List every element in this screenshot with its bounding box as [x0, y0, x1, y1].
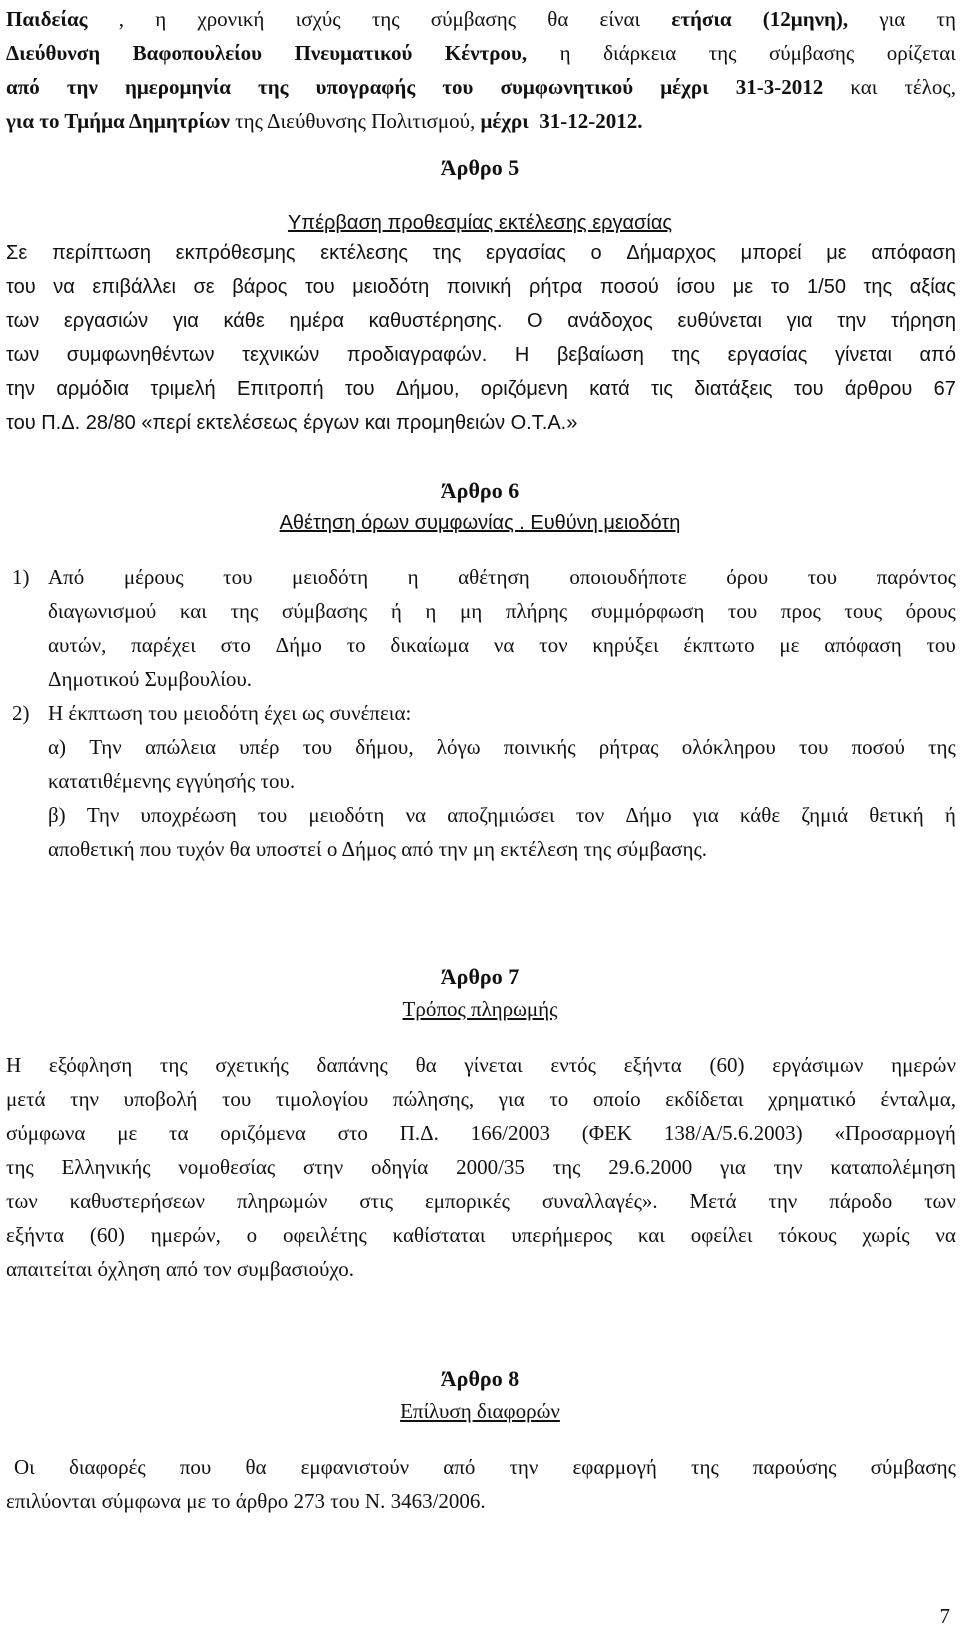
- word: χωρίς: [862, 1223, 910, 1247]
- word: του: [807, 565, 838, 589]
- article7-subtitle: [0, 992, 960, 1026]
- word: γίνεται: [834, 344, 892, 366]
- article7-line-6: [6, 1218, 956, 1252]
- word: καταπολέμηση: [830, 1155, 956, 1179]
- article6-item1-number: 1): [12, 565, 30, 589]
- word: τριμελή: [150, 378, 216, 400]
- word: πληρωμών: [236, 1189, 328, 1213]
- word: την: [768, 1189, 798, 1213]
- word: εντός: [550, 1053, 596, 1077]
- word: οφείλει: [690, 1223, 753, 1247]
- word: μετά: [6, 1087, 46, 1111]
- word: Οι: [14, 1455, 35, 1479]
- article8-heading: Άρθρο 8: [440, 1366, 520, 1391]
- text-run: χρονική: [197, 7, 265, 31]
- text-run: μέχρι: [660, 75, 709, 99]
- text-run: μέχρι 31-12-2012.: [480, 109, 643, 133]
- text-run: της Διεύθυνσης Πολιτισμού,: [229, 109, 481, 133]
- word: Δήμαρχος: [626, 242, 716, 264]
- word: σύμφωνα: [6, 1121, 86, 1145]
- word: το: [770, 276, 790, 298]
- text-run: για: [879, 7, 906, 31]
- word: θα: [245, 1455, 267, 1479]
- word: γίνεται: [464, 1053, 523, 1077]
- word: την: [837, 310, 867, 332]
- text-run: ,: [118, 7, 124, 31]
- text-run: σύμβασης: [430, 7, 517, 31]
- word: ποινική: [446, 276, 512, 298]
- article8-subtitle-text: Επίλυση διαφορών: [400, 1399, 560, 1423]
- word: σχετικής: [215, 1053, 289, 1077]
- word: με: [732, 276, 754, 298]
- word: τα: [169, 1121, 189, 1145]
- word: συναλλαγές».: [541, 1189, 658, 1213]
- word: στο: [220, 633, 251, 657]
- article6-item1-line-3: [48, 628, 956, 662]
- article5-line-3: [6, 304, 956, 338]
- text-run: του: [442, 75, 474, 99]
- word: σε: [193, 276, 215, 298]
- word: επιβάλλει: [92, 276, 176, 298]
- word: Την: [89, 735, 122, 759]
- article5-line-6: του Π.Δ. 28/80 «περί εκτελέσεως έργων και προμηθειών Ο.Τ.Α.»: [6, 412, 578, 434]
- word: δικαίωμα: [390, 633, 470, 657]
- article8-subtitle: [0, 1394, 960, 1428]
- word: ίσου: [676, 276, 716, 298]
- word: τις: [650, 378, 673, 400]
- article7-line-4: [6, 1150, 956, 1184]
- word: της: [432, 242, 462, 264]
- word: λόγω: [436, 735, 481, 759]
- word: την: [773, 1155, 803, 1179]
- word: (60): [89, 1223, 125, 1247]
- word: 1/50: [807, 276, 846, 298]
- word: Από: [48, 565, 85, 589]
- word: το: [549, 1087, 569, 1111]
- word: του: [344, 378, 375, 400]
- word: Δήμου,: [395, 378, 460, 400]
- word: Την: [86, 803, 120, 827]
- word: αποζημιώσει: [447, 803, 555, 827]
- word: κάθε: [223, 310, 265, 332]
- article5-subtitle-text: Υπέρβαση προθεσμίας εκτέλεσης εργασίας: [287, 212, 673, 234]
- word: αθέτηση: [458, 565, 530, 589]
- word: πάροδο: [829, 1189, 893, 1213]
- article6-item2-number: 2): [12, 701, 30, 725]
- word: να: [53, 276, 75, 298]
- word: το: [346, 633, 366, 657]
- word: να: [493, 633, 515, 657]
- word: του: [223, 565, 253, 589]
- word: των: [6, 344, 40, 366]
- word: β): [48, 803, 66, 827]
- text-run: ισχύς: [295, 7, 341, 31]
- word: ημέρα: [289, 310, 345, 332]
- word: της: [671, 344, 701, 366]
- word: όρου: [726, 565, 769, 589]
- text-run: ορίζεται: [886, 41, 956, 65]
- word: νομοθεσίας: [178, 1155, 276, 1179]
- word: για: [786, 310, 813, 332]
- word: α): [48, 735, 66, 759]
- word: Μετά: [689, 1189, 737, 1213]
- word: Ελληνικής: [61, 1155, 151, 1179]
- word: ή: [390, 599, 402, 623]
- article6-item1-line-4: Δημοτικού Συμβουλίου.: [48, 667, 253, 691]
- article6-subtitle: [0, 506, 960, 540]
- word: βεβαίωση: [556, 344, 644, 366]
- word: ο: [246, 1223, 258, 1247]
- page-number: 7: [939, 1604, 950, 1628]
- word: ποσού: [599, 276, 659, 298]
- word: εκτέλεσης: [320, 242, 408, 264]
- word: που: [179, 1455, 212, 1479]
- word: δήμου,: [355, 735, 414, 759]
- article7-line-5: [6, 1184, 956, 1218]
- word: από: [443, 1455, 476, 1479]
- word: τήρηση: [890, 310, 956, 332]
- word: με: [826, 242, 847, 264]
- word: των: [924, 1189, 956, 1213]
- word: οποιουδήποτε: [569, 565, 687, 589]
- word: της: [230, 599, 259, 623]
- text-run: διάρκεια: [603, 41, 677, 65]
- article6-heading: Άρθρο 6: [440, 478, 520, 503]
- article7-line-1: [6, 1048, 956, 1082]
- word: προδιαγραφών.: [346, 344, 488, 366]
- article6-item2-line-3: κατατιθέμενης εγγύησής του.: [48, 769, 296, 793]
- article8-line-2: επιλύονται σύμφωνα με το άρθρο 273 του Ν. 3463/2006.: [6, 1489, 486, 1513]
- word: καθυστέρησης.: [368, 310, 503, 332]
- word: της: [863, 276, 893, 298]
- word: αξίας: [909, 276, 956, 298]
- word: εξήντα: [623, 1053, 682, 1077]
- word: καθίσταται: [392, 1223, 486, 1247]
- word: 29.6.2000: [608, 1155, 693, 1179]
- word: υποβολή: [123, 1087, 198, 1111]
- word: υποχρέωση: [140, 803, 237, 827]
- word: οδηγία: [371, 1155, 429, 1179]
- word: ημερών,: [150, 1223, 221, 1247]
- word: στο: [337, 1121, 368, 1145]
- word: βάρος: [232, 276, 288, 298]
- text-run: (12μηνη),: [762, 7, 849, 31]
- text-run: είναι: [599, 7, 641, 31]
- word: για: [498, 1087, 525, 1111]
- word: διαφορές: [68, 1455, 146, 1479]
- text-run: 31-3-2012: [735, 75, 824, 99]
- word: οριζόμενα: [220, 1121, 306, 1145]
- word: παρέχει: [131, 633, 196, 657]
- word: την: [6, 378, 36, 400]
- intro-line-3: [6, 70, 956, 104]
- word: οριζόμενη: [480, 378, 568, 400]
- word: μειοδότη: [352, 276, 430, 298]
- word: 138/Α/5.6.2003): [663, 1121, 803, 1145]
- word: του: [727, 599, 758, 623]
- word: την: [70, 1087, 100, 1111]
- word: ρήτρα: [528, 276, 583, 298]
- word: του: [926, 633, 956, 657]
- word: αρμόδια: [56, 378, 130, 400]
- word: ποινικής: [503, 735, 576, 759]
- word: παρούσης: [752, 1455, 837, 1479]
- word: Σε: [6, 242, 28, 264]
- word: για: [692, 803, 719, 827]
- word: έκπτωτο: [683, 633, 755, 657]
- word: διαγωνισμού: [48, 599, 157, 623]
- word: της: [159, 1053, 188, 1077]
- text-run: ημερομηνία: [124, 75, 231, 99]
- word: ευθύνεται: [677, 310, 762, 332]
- text-run: της: [258, 75, 289, 99]
- word: τον: [575, 803, 605, 827]
- word: του: [302, 735, 333, 759]
- word: εξήντα: [6, 1223, 65, 1247]
- word: ποσού: [851, 735, 905, 759]
- text-run: η: [559, 41, 571, 65]
- article7-heading: Άρθρο 7: [440, 964, 520, 989]
- word: εκδίδεται: [665, 1087, 744, 1111]
- text-run: θα: [547, 7, 569, 31]
- word: τον: [539, 633, 568, 657]
- word: εφαρμογή: [572, 1455, 657, 1479]
- word: τόκους: [778, 1223, 837, 1247]
- word: μέρους: [123, 565, 184, 589]
- word: χρηματικό: [768, 1087, 856, 1111]
- word: του: [304, 276, 335, 298]
- word: τεχνικών: [242, 344, 320, 366]
- word: δαπάνης: [316, 1053, 388, 1077]
- word: στις: [359, 1189, 394, 1213]
- word: υπερήμερος: [511, 1223, 613, 1247]
- word: προς: [780, 599, 821, 623]
- text-run: Διεύθυνση: [6, 41, 101, 65]
- word: κατά: [589, 378, 630, 400]
- word: στην: [302, 1155, 344, 1179]
- article7-line-2: [6, 1082, 956, 1116]
- word: ανάδοχος: [567, 310, 653, 332]
- word: ολόκληρου: [681, 735, 776, 759]
- article6-subtitle-text: Αθέτηση όρων συμφωνίας . Ευθύνη μειοδότη: [279, 512, 681, 534]
- text-run: συμφωνητικού: [500, 75, 634, 99]
- word: άρθρου: [844, 378, 913, 400]
- word: κάθε: [739, 803, 781, 827]
- text-run: Κέντρου,: [444, 41, 528, 65]
- article5-line-1: [6, 236, 956, 270]
- word: ο: [590, 242, 602, 264]
- article6-item2-line-4: [48, 798, 956, 832]
- word: εργάσιμων: [772, 1053, 864, 1077]
- word: από: [919, 344, 956, 366]
- article5-heading: Άρθρο 5: [440, 155, 520, 180]
- word: εμπορικές: [424, 1189, 510, 1213]
- word: να: [405, 803, 427, 827]
- word: του: [793, 378, 824, 400]
- word: εκπρόθεσμης: [175, 242, 296, 264]
- word: του: [221, 1087, 252, 1111]
- word: διατάξεις: [694, 378, 773, 400]
- word: πώλησης,: [392, 1087, 475, 1111]
- article7-line-7: απαιτείται όχληση από τον συμβασιούχο.: [6, 1257, 355, 1281]
- word: Η: [514, 344, 530, 366]
- word: (60): [709, 1053, 745, 1077]
- text-run: της: [371, 7, 400, 31]
- word: υπέρ: [239, 735, 280, 759]
- word: σύμβασης: [870, 1455, 956, 1479]
- word: συμμόρφωση: [590, 599, 705, 623]
- word: Επιτροπή: [236, 378, 324, 400]
- text-run: η: [155, 7, 167, 31]
- word: απώλεια: [144, 735, 217, 759]
- word: περίπτωση: [51, 242, 151, 264]
- word: του: [6, 276, 36, 298]
- word: ζημιά: [801, 803, 849, 827]
- word: ρήτρας: [598, 735, 659, 759]
- word: οφειλέτης: [282, 1223, 367, 1247]
- word: μπορεί: [740, 242, 802, 264]
- article5-line-4: [6, 338, 956, 372]
- word: η: [425, 599, 437, 623]
- text-run: της: [708, 41, 737, 65]
- word: απόφαση: [871, 242, 956, 264]
- intro-line-4: [6, 104, 956, 138]
- word: εργασιών: [63, 310, 149, 332]
- word: ημερών: [891, 1053, 956, 1077]
- text-run: ετήσια: [671, 7, 732, 31]
- text-run: τη: [936, 7, 956, 31]
- word: θα: [415, 1053, 437, 1077]
- word: της: [552, 1155, 581, 1179]
- word: του: [257, 803, 288, 827]
- article6-item2-line-5: αποθετική που τυχόν θα υποστεί ο Δήμος από την μη εκτέλεση της σύμβασης.: [48, 837, 708, 861]
- text-run: για το Τμήμα Δημητρίων: [6, 109, 230, 133]
- word: εργασίας: [727, 344, 808, 366]
- word: η: [407, 565, 419, 589]
- word: μειοδότη: [292, 565, 369, 589]
- word: των: [6, 1189, 38, 1213]
- text-run: και: [850, 75, 878, 99]
- word: ένταλμα,: [880, 1087, 956, 1111]
- text-run: τέλος,: [904, 75, 956, 99]
- word: κηρύξει: [592, 633, 659, 657]
- word: καθυστερήσεων: [69, 1189, 206, 1213]
- article5-line-5: [6, 372, 956, 406]
- text-run: την: [66, 75, 98, 99]
- word: «Προσαρμογή: [834, 1121, 956, 1145]
- word: 2000/35: [456, 1155, 525, 1179]
- word: των: [6, 310, 40, 332]
- word: Π.Δ.: [399, 1121, 439, 1145]
- article5-line-2: [6, 270, 956, 304]
- word: αυτών,: [48, 633, 107, 657]
- article6-item1-line-1: [48, 560, 956, 594]
- word: να: [935, 1223, 956, 1247]
- word: του: [799, 735, 829, 759]
- word: Δήμο: [625, 803, 672, 827]
- article6-item2-line-2: [48, 730, 956, 764]
- word: Δήμο: [275, 633, 322, 657]
- word: θετική: [869, 803, 924, 827]
- article8-line-1: [14, 1450, 956, 1484]
- article7-subtitle-text: Τρόπος πληρωμής: [402, 997, 558, 1021]
- word: τους: [844, 599, 883, 623]
- word: μειοδότη: [308, 803, 385, 827]
- word: την: [509, 1455, 539, 1479]
- text-run: σύμβασης: [768, 41, 855, 65]
- text-run: Πνευματικού: [294, 41, 413, 65]
- word: παρόντος: [876, 565, 956, 589]
- text-run: Παιδείας: [6, 7, 88, 31]
- text-run: υπογραφής: [315, 75, 416, 99]
- article6-item1-line-2: [48, 594, 956, 628]
- word: μη: [460, 599, 483, 623]
- article7-line-3: [6, 1116, 956, 1150]
- word: της: [928, 735, 956, 759]
- word: της: [691, 1455, 719, 1479]
- word: εργασίας: [486, 242, 566, 264]
- word: ή: [944, 803, 956, 827]
- word: συμφωνηθέντων: [66, 344, 215, 366]
- word: πλήρης: [505, 599, 568, 623]
- word: Η: [6, 1053, 22, 1077]
- word: οποίο: [592, 1087, 641, 1111]
- word: όρους: [905, 599, 956, 623]
- word: Ο: [527, 310, 543, 332]
- word: της: [6, 1155, 34, 1179]
- word: για: [172, 310, 199, 332]
- text-run: Βαφοπουλείου: [132, 41, 263, 65]
- word: απόφαση: [824, 633, 902, 657]
- word: και: [179, 599, 207, 623]
- word: (ΦΕΚ: [581, 1121, 633, 1145]
- word: με: [779, 633, 800, 657]
- word: 166/2003: [470, 1121, 550, 1145]
- word: 67: [933, 378, 956, 400]
- word: τιμολογίου: [275, 1087, 369, 1111]
- word: σύμβασης: [281, 599, 368, 623]
- word: και: [637, 1223, 665, 1247]
- word: για: [719, 1155, 746, 1179]
- intro-line-2: [6, 36, 956, 70]
- word: εξόφληση: [48, 1053, 133, 1077]
- word: με: [117, 1121, 138, 1145]
- word: εμφανιστούν: [300, 1455, 410, 1479]
- article5-subtitle: [0, 206, 960, 240]
- intro-line-1: [6, 2, 956, 36]
- text-run: από: [6, 75, 40, 99]
- article6-item2-line-1: Η έκπτωση του μειοδότη έχει ως συνέπεια:: [48, 701, 412, 725]
